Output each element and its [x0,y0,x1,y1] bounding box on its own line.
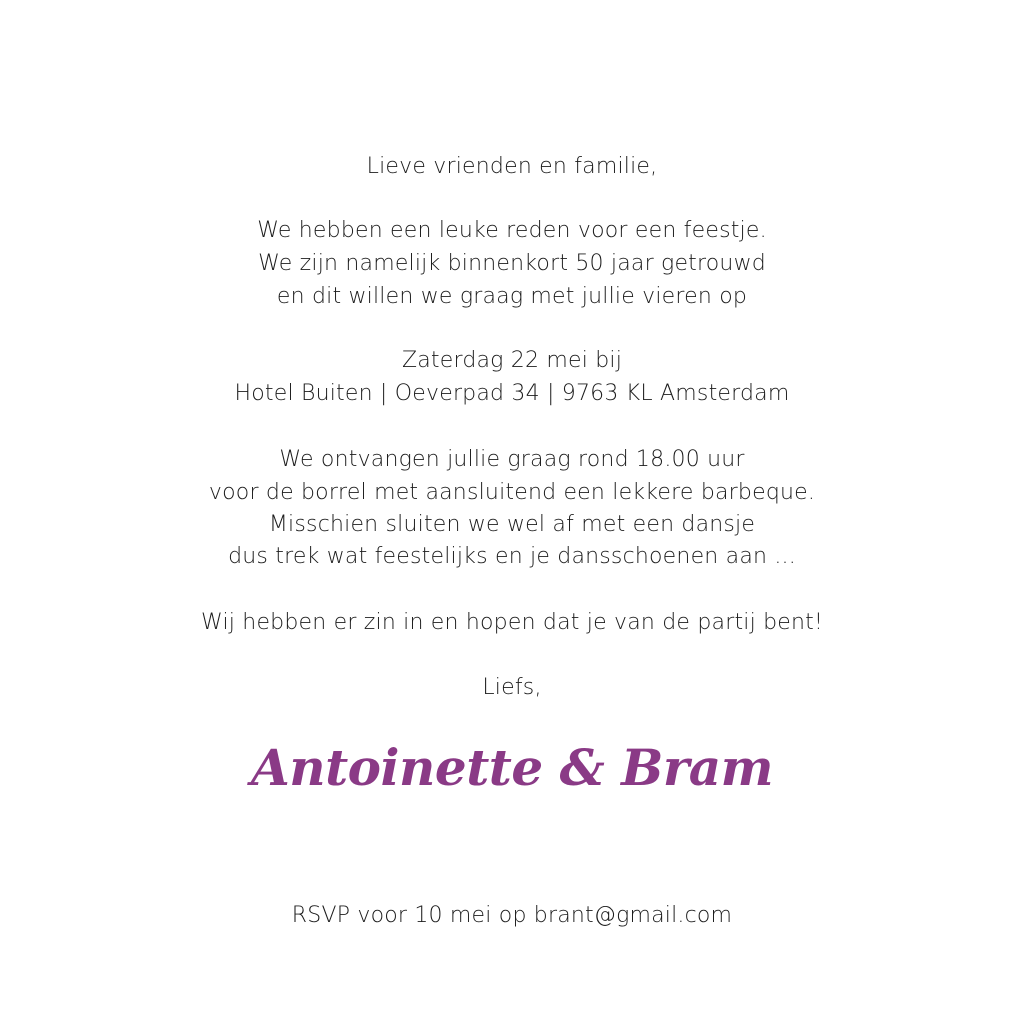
greeting: Lieve vrienden en familie, [366,154,658,179]
intro-line-2: We zijn namelijk binnenkort 50 jaar getrouwd [258,251,766,276]
event-date: Zaterdag 22 mei bij [401,348,623,373]
sign-off: Liefs, [482,675,542,700]
signature-names: Antoinette & Bram [250,738,774,797]
intro-line-3: en dit willen we graag met jullie vieren op [276,284,748,309]
details-line-1: We ontvangen jullie graag rond 18.00 uur [279,447,745,472]
closing-wish: Wij hebben er zin in en hopen dat je van de partij bent! [201,610,823,635]
details-line-4: dus trek wat feestelijks en je dansschoenen aan ... [228,544,796,569]
event-venue: Hotel Buiten | Oeverpad 34 | 9763 KL Amsterdam [234,381,790,406]
details-line-3: Misschien sluiten we wel af met een dansje [268,512,756,537]
details-line-2: voor de borrel met aansluitend een lekkere barbeque. [208,480,816,505]
intro-line-1: We hebben een leuke reden voor een feestje. [257,218,767,243]
rsvp-line: RSVP voor 10 mei op brant@gmail.com [291,903,733,928]
